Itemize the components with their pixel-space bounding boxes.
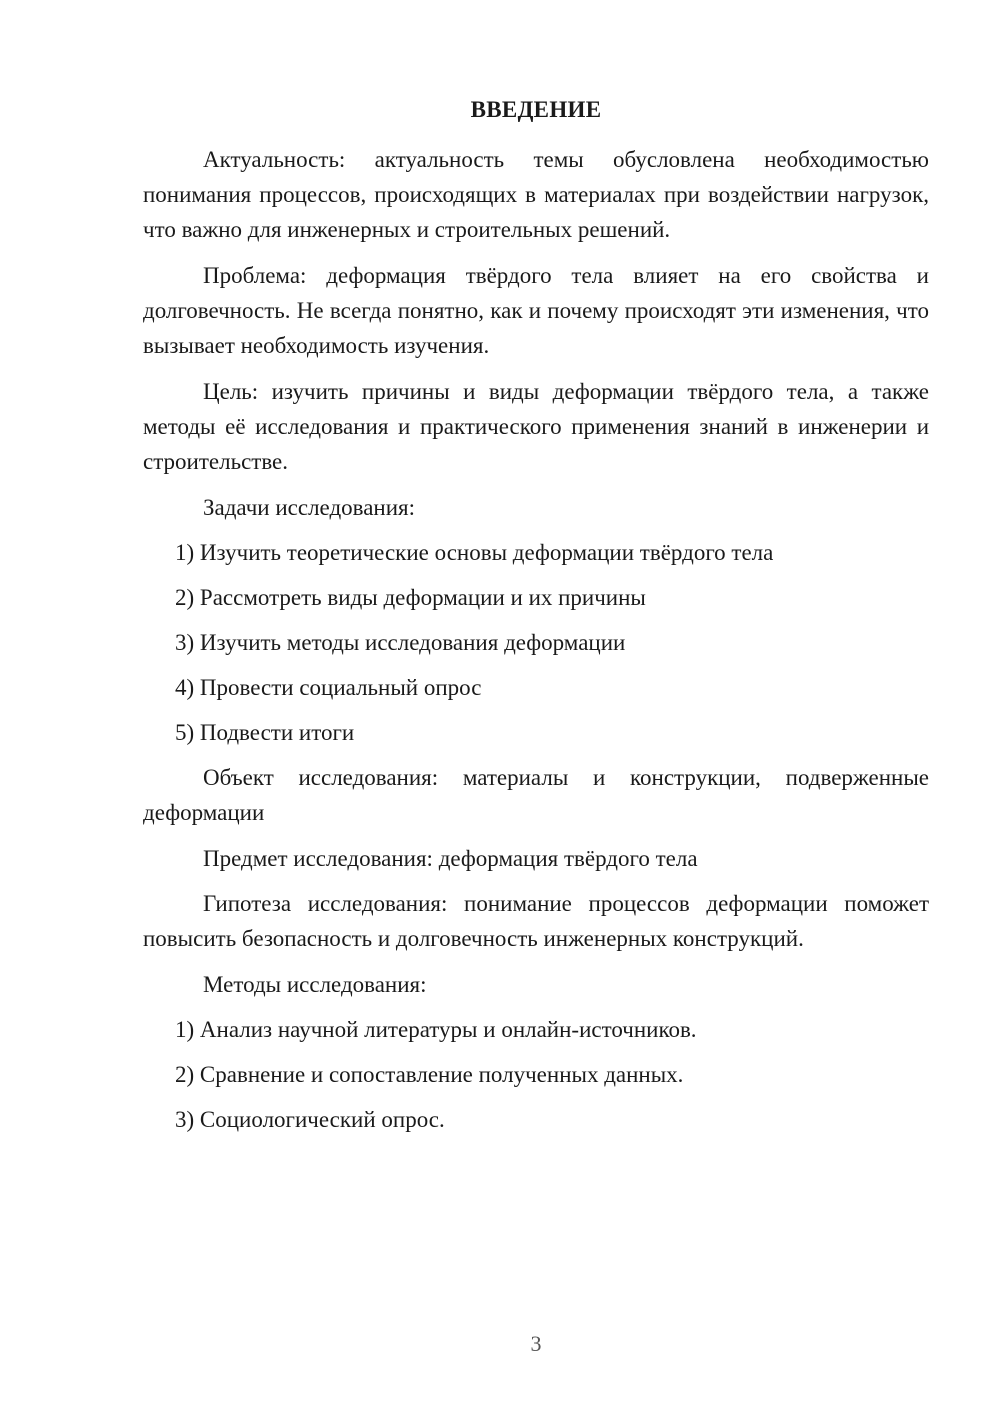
list-item: 2) Рассмотреть виды деформации и их причины <box>175 585 646 610</box>
hypothesis-paragraph: Гипотеза исследования: понимание процессов деформации поможет повысить безопасность и долговечность инженерных конструкций. <box>143 891 929 951</box>
section-heading: ВВЕДЕНИЕ <box>470 97 602 122</box>
object-paragraph: Объект исследования: материалы и конструкции, подверженные деформации <box>143 765 929 825</box>
list-item: 2) Сравнение и сопоставление полученных данных. <box>175 1062 684 1087</box>
list-item: 1) Изучить теоретические основы деформации твёрдого тела <box>175 540 774 565</box>
tasks-title: Задачи исследования: <box>203 495 416 520</box>
subject-paragraph: Предмет исследования: деформация твёрдого тела <box>203 846 698 871</box>
list-item: 3) Социологический опрос. <box>175 1107 445 1132</box>
methods-title: Методы исследования: <box>203 972 427 997</box>
list-item: 5) Подвести итоги <box>175 720 355 745</box>
list-item: 1) Анализ научной литературы и онлайн-источников. <box>175 1017 697 1042</box>
tasks-list <box>143 535 929 750</box>
problem-paragraph: Проблема: деформация твёрдого тела влияет на его свойства и долговечность. Не всегда понятно, как и почему происходят эти изменения, что вызывает необходимость изучения. <box>143 263 929 358</box>
list-item: 4) Провести социальный опрос <box>175 675 482 700</box>
methods-list <box>143 1012 929 1137</box>
list-item: 3) Изучить методы исследования деформации <box>175 630 626 655</box>
goal-paragraph: Цель: изучить причины и виды деформации твёрдого тела, а также методы её исследования и практического применения знаний в инженерии и строительстве. <box>143 379 929 474</box>
page-content <box>143 92 929 1147</box>
page-number: 3 <box>530 1331 542 1356</box>
relevance-paragraph: Актуальность: актуальность темы обусловлена необходимостью понимания процессов, происходящих в материалах при воздействии нагрузок, что важно для инженерных и строительных решений. <box>143 147 929 242</box>
